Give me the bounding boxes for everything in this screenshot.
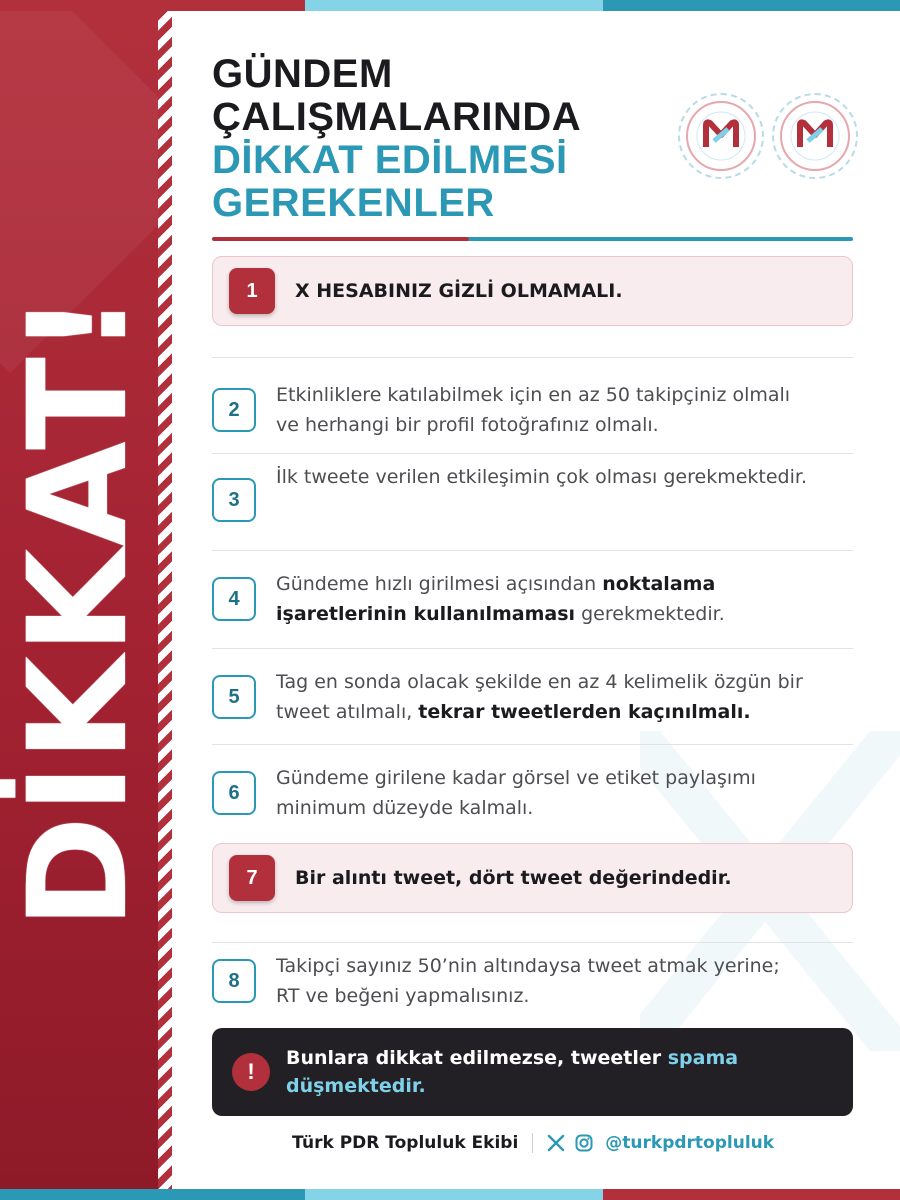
social-handle[interactable]: @turkpdrtopluluk	[605, 1133, 775, 1153]
x-logo-icon[interactable]	[547, 1134, 565, 1152]
page-title	[212, 53, 581, 225]
social-icons	[547, 1134, 593, 1152]
item-number-badge: 6	[212, 771, 256, 815]
warning-banner	[212, 1028, 853, 1116]
seal-logo-icon	[772, 93, 858, 179]
list-item-1	[212, 256, 853, 326]
item-text: Bir alıntı tweet, dört tweet değerindedir.	[295, 867, 732, 889]
item-text: X HESABINIZ GİZLİ OLMAMALI.	[295, 280, 623, 302]
list-item-6	[212, 745, 853, 841]
side-banner-text: DİKKAT!	[0, 291, 158, 929]
item-text-bold: işaretlerinin kullanılmaması	[276, 603, 576, 625]
instagram-icon[interactable]	[575, 1134, 593, 1152]
item-text-line: ve herhangi bir profil fotoğrafınız olmalı.	[276, 414, 659, 436]
footer-team-name: Türk PDR Topluluk Ekibi	[292, 1133, 519, 1153]
item-text-line: Etkinliklere katılabilmek için en az 50 takipçiniz olmalı	[276, 384, 791, 406]
item-text: İlk tweete verilen etkileşimin çok olması gerekmektedir.	[276, 466, 807, 488]
logos	[678, 93, 858, 179]
item-number-badge: 5	[212, 675, 256, 719]
footer-divider	[532, 1133, 533, 1153]
title-line-4: GEREKENLER	[212, 181, 495, 225]
hazard-stripe	[158, 11, 172, 1189]
main-content	[172, 11, 900, 1189]
title-line-2: ÇALIŞMALARINDA	[212, 95, 582, 139]
item-text	[276, 951, 780, 1011]
item-text-bold: tekrar tweetlerden kaçınılmalı.	[418, 701, 751, 723]
item-text-line: RT ve beğeni yapmalısınız.	[276, 985, 530, 1007]
item-text-line: minimum düzeyde kalmalı.	[276, 797, 534, 819]
list-item-4	[212, 551, 853, 647]
item-text	[276, 667, 803, 727]
item-number-badge: 3	[212, 478, 256, 522]
title-line-1: GÜNDEM	[212, 52, 393, 96]
separator	[212, 357, 853, 358]
title-line-3: DİKKAT EDİLMESİ	[212, 138, 568, 182]
item-text	[276, 380, 790, 440]
list-item-7	[212, 843, 853, 913]
list-item-5	[212, 649, 853, 745]
warning-text-highlight: spama	[667, 1047, 739, 1069]
item-number-badge: 4	[212, 577, 256, 621]
warning-text	[286, 1044, 738, 1100]
list-item-8	[212, 943, 853, 1019]
title-divider	[212, 237, 853, 241]
item-number-badge: 2	[212, 388, 256, 432]
item-text-line: Tag en sonda olacak şekilde en az 4 kelimelik özgün bir	[276, 671, 803, 693]
bottom-stripe	[0, 1189, 900, 1200]
warning-text-part: Bunlara dikkat edilmezse, tweetler	[286, 1047, 668, 1069]
top-stripe	[0, 0, 900, 11]
item-text-line: Takipçi sayınız 50’nin altındaysa tweet atmak yerine;	[276, 955, 780, 977]
item-number-badge: 7	[229, 855, 275, 901]
warning-text-highlight: düşmektedir.	[286, 1075, 426, 1097]
seal-logo-icon	[678, 93, 764, 179]
footer	[292, 1133, 774, 1153]
item-text-part: Gündeme hızlı girilmesi açısından	[276, 573, 603, 595]
item-text-part: gerekmektedir.	[575, 603, 725, 625]
item-text-line: Gündeme girilene kadar görsel ve etiket paylaşımı	[276, 767, 756, 789]
item-number-badge: 1	[229, 268, 275, 314]
item-text	[276, 763, 756, 823]
list-item-3	[212, 454, 853, 550]
item-text-bold: noktalama	[602, 573, 716, 595]
side-banner-text-wrap	[0, 291, 158, 929]
item-text	[276, 569, 725, 629]
item-text-part: tweet atılmalı,	[276, 701, 419, 723]
list-item-2	[212, 368, 853, 452]
item-number-badge: 8	[212, 959, 256, 1003]
exclamation-icon: !	[232, 1053, 270, 1091]
